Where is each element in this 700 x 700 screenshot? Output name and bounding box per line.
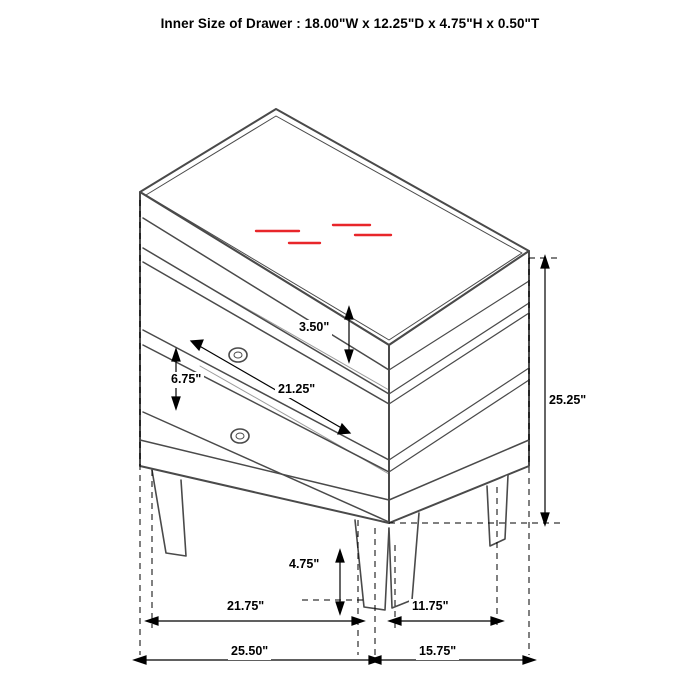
dim-drawer-upper-height: 3.50" [296,320,332,336]
dim-total-height: 25.25" [546,393,589,409]
cabinet-body [140,109,529,610]
dim-front-width: 21.75" [224,599,267,615]
dim-drawer-lower-height: 6.75" [168,372,204,388]
dim-overall-front-width: 25.50" [228,644,271,660]
page-title: Inner Size of Drawer : 18.00"W x 12.25"D x 4.75"H x 0.50"T [160,16,540,31]
dim-leg-height: 4.75" [286,557,322,573]
dim-drawer-width: 21.25" [275,382,318,398]
dim-side-depth: 11.75" [409,599,452,615]
dim-overall-side-depth: 15.75" [416,644,459,660]
